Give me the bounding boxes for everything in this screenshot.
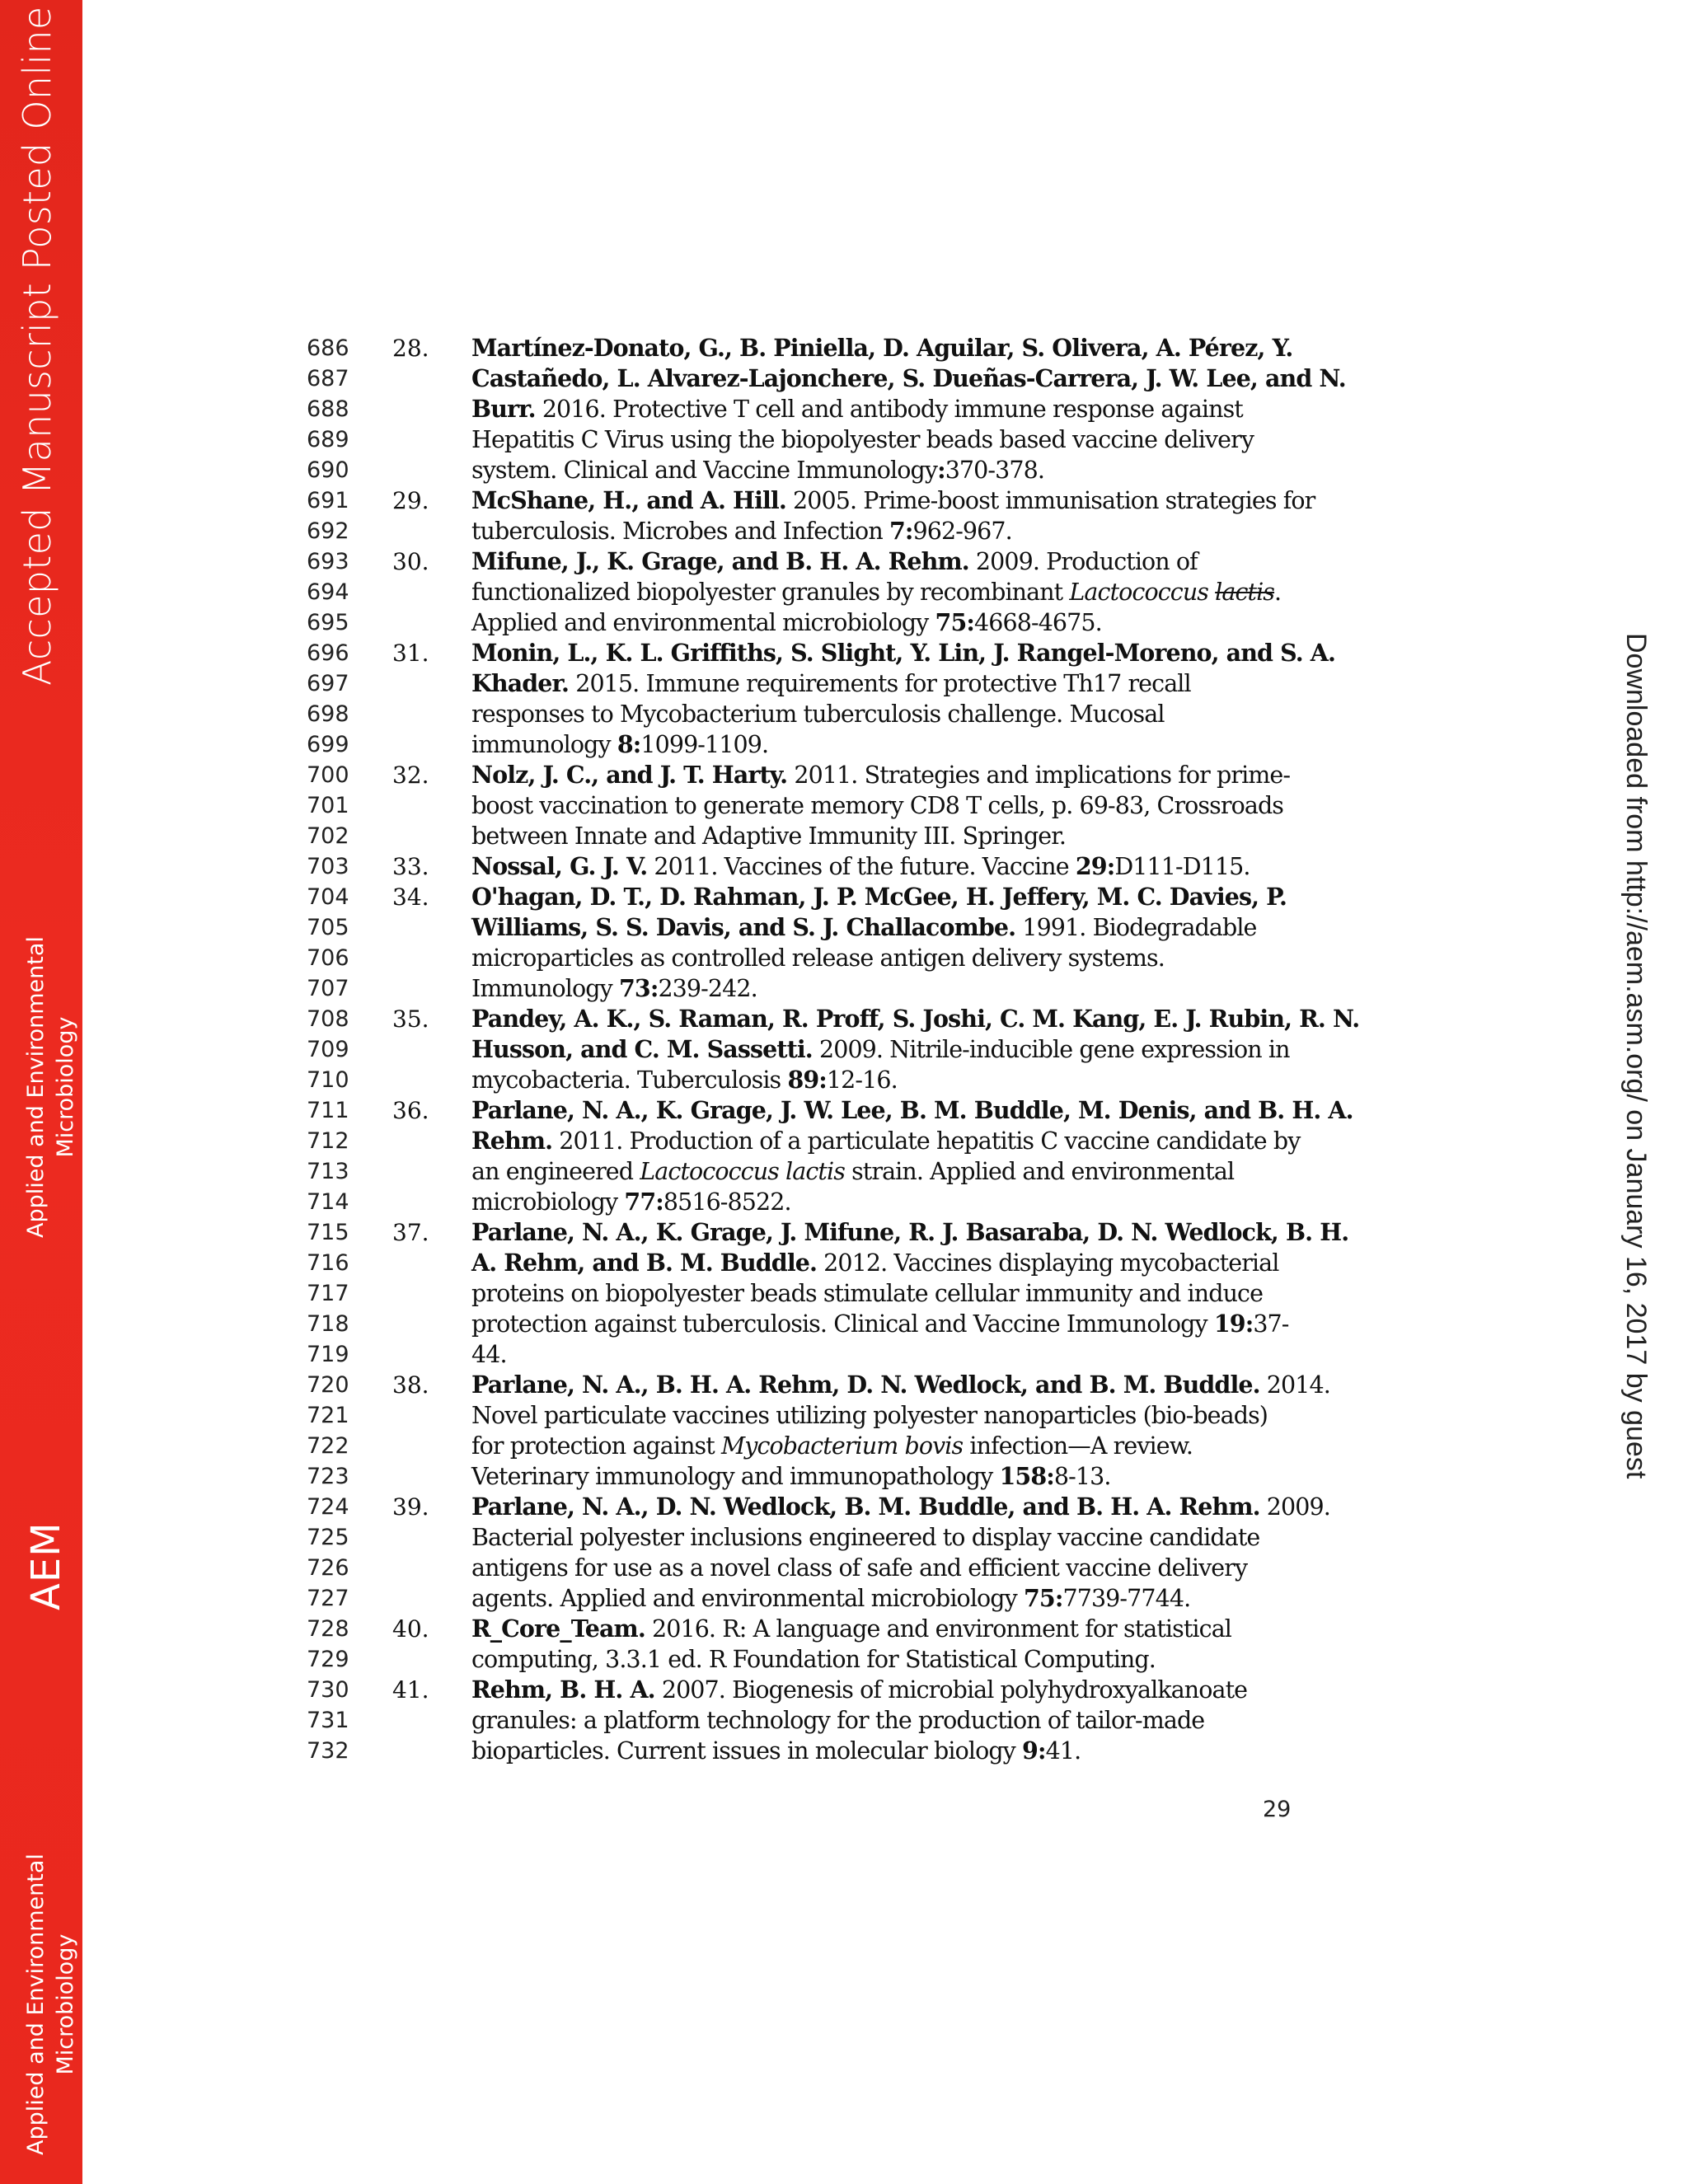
reference-line xyxy=(307,729,1329,760)
reference-text: between Innate and Adaptive Immunity III. Springer. xyxy=(471,823,1067,850)
reference-text: computing, 3.3.1 ed. R Foundation for Statistical Computing. xyxy=(471,1646,1156,1673)
reference-text: Martínez-Donato, G., B. Piniella, D. Aguilar, S. Olivera, A. Pérez, Y. xyxy=(471,334,1293,362)
reference-list xyxy=(307,333,1360,1766)
line-number: 729 xyxy=(307,1647,349,1672)
reference-text: O'hagan, D. T., D. Rahman, J. P. McGee, H. Jeffery, M. C. Davies, P. xyxy=(471,883,1287,911)
reference-line xyxy=(307,546,1329,577)
line-number: 724 xyxy=(307,1494,349,1520)
line-number: 728 xyxy=(307,1616,349,1642)
line-number: 701 xyxy=(307,793,349,818)
reference-line xyxy=(307,1248,1329,1278)
reference-text: Novel particulate vaccines utilizing polyester nanoparticles (bio-beads) xyxy=(471,1402,1268,1429)
reference-text: microbiology 77:8516-8522. xyxy=(471,1188,791,1216)
reference-text: Castañedo, L. Alvarez-Lajonchere, S. Dueñas-Carrera, J. W. Lee, and N. xyxy=(471,364,1346,392)
line-number: 723 xyxy=(307,1464,349,1489)
reference-line xyxy=(307,516,1329,546)
reference-line xyxy=(307,1431,1329,1461)
reference-text: Nolz, J. C., and J. T. Harty. 2011. Strategies and implications for prime- xyxy=(471,761,1291,789)
journal-sidebar xyxy=(0,0,82,2184)
reference-line xyxy=(307,760,1329,790)
reference-line xyxy=(307,1156,1329,1187)
reference-line xyxy=(307,1492,1329,1522)
reference-line xyxy=(307,1522,1329,1553)
line-number: 711 xyxy=(307,1098,349,1123)
reference-number: 30. xyxy=(392,548,429,575)
line-number: 697 xyxy=(307,671,349,696)
line-number: 696 xyxy=(307,640,349,666)
reference-number: 35. xyxy=(392,1005,429,1033)
reference-line xyxy=(307,1217,1349,1248)
line-number: 712 xyxy=(307,1128,349,1154)
line-number: 722 xyxy=(307,1433,349,1459)
reference-number: 41. xyxy=(392,1676,429,1704)
reference-line xyxy=(307,607,1329,638)
reference-line xyxy=(307,668,1329,699)
reference-text: Parlane, N. A., B. H. A. Rehm, D. N. Wedlock, and B. M. Buddle. 2014. xyxy=(471,1371,1330,1399)
reference-text: an engineered Lactococcus lactis strain. Applied and environmental xyxy=(471,1158,1235,1185)
reference-line xyxy=(307,1034,1329,1065)
line-number: 688 xyxy=(307,396,349,422)
line-number: 727 xyxy=(307,1586,349,1611)
reference-text: Burr. 2016. Protective T cell and antibody immune response against xyxy=(471,395,1243,423)
line-number: 713 xyxy=(307,1159,349,1184)
reference-text: 44. xyxy=(471,1341,507,1368)
reference-text: Pandey, A. K., S. Raman, R. Proff, S. Joshi, C. M. Kang, E. J. Rubin, R. N. xyxy=(471,1005,1360,1033)
reference-text: for protection against Mycobacterium bovis infection—A review. xyxy=(471,1432,1193,1460)
line-number: 709 xyxy=(307,1037,349,1062)
line-number: 714 xyxy=(307,1189,349,1215)
reference-text: boost vaccination to generate memory CD8 T cells, p. 69-83, Crossroads xyxy=(471,792,1284,819)
reference-line xyxy=(307,1126,1329,1156)
reference-line xyxy=(307,973,1329,1004)
reference-line xyxy=(307,638,1336,668)
line-number: 703 xyxy=(307,854,349,879)
line-number: 716 xyxy=(307,1250,349,1276)
reference-text: immunology 8:1099-1109. xyxy=(471,730,769,758)
reference-text: granules: a platform technology for the production of tailor-made xyxy=(471,1707,1205,1734)
reference-line xyxy=(307,1370,1329,1400)
reference-number: 36. xyxy=(392,1097,429,1124)
reference-line xyxy=(307,1187,1329,1217)
reference-line xyxy=(307,1675,1329,1705)
reference-text: proteins on biopolyester beads stimulate cellular immunity and induce xyxy=(471,1280,1264,1307)
page-number: 29 xyxy=(1263,1797,1292,1822)
reference-text: antigens for use as a novel class of safe and efficient vaccine delivery xyxy=(471,1554,1248,1582)
reference-text: Mifune, J., K. Grage, and B. H. A. Rehm. 2009. Production of xyxy=(471,547,1198,575)
reference-text: functionalized biopolyester granules by recombinant Lactococcus lactis. xyxy=(471,579,1282,606)
reference-line xyxy=(307,1278,1329,1309)
reference-text: Parlane, N. A., K. Grage, J. Mifune, R. J. Basaraba, D. N. Wedlock, B. H. xyxy=(471,1218,1349,1246)
reference-line xyxy=(307,1583,1329,1614)
download-notice: Downloaded from http://aem.asm.org/ on January 16, 2017 by guest xyxy=(1620,633,1652,1479)
reference-text: Monin, L., K. L. Griffiths, S. Slight, Y. Lin, J. Rangel-Moreno, and S. A. xyxy=(471,639,1336,667)
reference-line xyxy=(307,1644,1329,1675)
reference-text: Khader. 2015. Immune requirements for protective Th17 recall xyxy=(471,669,1191,697)
line-number: 702 xyxy=(307,823,349,849)
reference-text: Veterinary immunology and immunopathology 158:8-13. xyxy=(471,1462,1111,1490)
line-number: 718 xyxy=(307,1311,349,1337)
reference-number: 28. xyxy=(392,335,429,362)
reference-text: agents. Applied and environmental microbiology 75:7739-7744. xyxy=(471,1584,1191,1612)
reference-line xyxy=(307,1553,1329,1583)
reference-line xyxy=(307,851,1329,882)
journal-name-bottom xyxy=(21,1854,81,2155)
reference-line xyxy=(307,882,1329,912)
reference-text: Rehm. 2011. Production of a particulate hepatitis C vaccine candidate by xyxy=(471,1127,1301,1155)
reference-line xyxy=(307,424,1329,455)
line-number: 689 xyxy=(307,427,349,452)
reference-number: 39. xyxy=(392,1493,429,1521)
reference-line xyxy=(307,1705,1329,1736)
reference-text: Parlane, N. A., D. N. Wedlock, B. M. Buddle, and B. H. A. Rehm. 2009. xyxy=(471,1493,1330,1521)
line-number: 732 xyxy=(307,1738,349,1764)
line-number: 730 xyxy=(307,1677,349,1703)
line-number: 717 xyxy=(307,1281,349,1306)
journal-abbr: AEM xyxy=(23,1521,69,1610)
reference-text: Husson, and C. M. Sassetti. 2009. Nitrile-inducible gene expression in xyxy=(471,1035,1290,1063)
reference-line xyxy=(307,577,1329,607)
journal-name-line1: Applied and Environmental xyxy=(23,1854,49,2155)
reference-line xyxy=(307,485,1329,516)
reference-line xyxy=(307,912,1329,943)
reference-line xyxy=(307,1004,1360,1034)
line-number: 690 xyxy=(307,457,349,483)
reference-line xyxy=(307,1065,1329,1095)
reference-text: Parlane, N. A., K. Grage, J. W. Lee, B. M. Buddle, M. Denis, and B. H. A. xyxy=(471,1096,1353,1124)
line-number: 706 xyxy=(307,945,349,971)
reference-text: Immunology 73:239-242. xyxy=(471,974,757,1002)
line-number: 705 xyxy=(307,915,349,940)
reference-text: R_Core_Team. 2016. R: A language and environment for statistical xyxy=(471,1615,1232,1643)
reference-text: mycobacteria. Tuberculosis 89:12-16. xyxy=(471,1066,898,1094)
line-number: 726 xyxy=(307,1555,349,1581)
line-number: 720 xyxy=(307,1372,349,1398)
reference-text: system. Clinical and Vaccine Immunology:370-378. xyxy=(471,456,1044,484)
reference-line xyxy=(307,790,1329,821)
reference-text: Bacterial polyester inclusions engineered to display vaccine candidate xyxy=(471,1524,1260,1551)
line-number: 719 xyxy=(307,1342,349,1367)
reference-number: 40. xyxy=(392,1615,429,1643)
line-number: 707 xyxy=(307,976,349,1001)
journal-name xyxy=(21,936,81,1238)
reference-number: 37. xyxy=(392,1219,429,1246)
reference-number: 38. xyxy=(392,1371,429,1399)
line-number: 691 xyxy=(307,488,349,513)
reference-text: Applied and environmental microbiology 75:4668-4675. xyxy=(471,608,1102,636)
line-number: 699 xyxy=(307,732,349,757)
reference-line xyxy=(307,363,1346,394)
reference-text: A. Rehm, and B. M. Buddle. 2012. Vaccines displaying mycobacterial xyxy=(471,1249,1279,1277)
line-number: 698 xyxy=(307,701,349,727)
reference-line xyxy=(307,455,1329,485)
line-number: 687 xyxy=(307,366,349,391)
reference-line xyxy=(307,943,1329,973)
reference-text: microparticles as controlled release antigen delivery systems. xyxy=(471,944,1165,972)
line-number: 695 xyxy=(307,610,349,635)
line-number: 731 xyxy=(307,1708,349,1733)
reference-line xyxy=(307,1095,1353,1126)
reference-line xyxy=(307,1309,1329,1339)
reference-text: responses to Mycobacterium tuberculosis challenge. Mucosal xyxy=(471,701,1165,728)
reference-text: Williams, S. S. Davis, and S. J. Challacombe. 1991. Biodegradable xyxy=(471,913,1257,941)
reference-text: bioparticles. Current issues in molecular biology 9:41. xyxy=(471,1736,1081,1765)
reference-line xyxy=(307,821,1329,851)
reference-text: Hepatitis C Virus using the biopolyester beads based vaccine delivery xyxy=(471,426,1254,453)
reference-line xyxy=(307,1614,1329,1644)
line-number: 721 xyxy=(307,1403,349,1428)
reference-text: Rehm, B. H. A. 2007. Biogenesis of microbial polyhydroxyalkanoate xyxy=(471,1675,1248,1704)
line-number: 693 xyxy=(307,549,349,574)
journal-name-line2: Microbiology xyxy=(53,1933,78,2075)
line-number: 700 xyxy=(307,762,349,788)
reference-number: 29. xyxy=(392,487,429,514)
reference-text: tuberculosis. Microbes and Infection 7:962-967. xyxy=(471,517,1012,545)
line-number: 694 xyxy=(307,579,349,605)
line-number: 725 xyxy=(307,1525,349,1550)
reference-number: 33. xyxy=(392,853,429,880)
reference-line xyxy=(307,394,1329,424)
reference-number: 32. xyxy=(392,762,429,789)
reference-line xyxy=(307,1400,1329,1431)
reference-line xyxy=(307,333,1329,363)
line-number: 715 xyxy=(307,1220,349,1245)
reference-line xyxy=(307,1736,1329,1766)
line-number: 708 xyxy=(307,1006,349,1032)
journal-name-line2: Microbiology xyxy=(53,1016,78,1158)
accepted-manuscript-label: Accepted Manuscript Posted Online xyxy=(15,6,59,686)
line-number: 710 xyxy=(307,1067,349,1093)
reference-text: McShane, H., and A. Hill. 2005. Prime-boost immunisation strategies for xyxy=(471,486,1315,514)
reference-line xyxy=(307,1461,1329,1492)
line-number: 704 xyxy=(307,884,349,910)
reference-text: protection against tuberculosis. Clinical and Vaccine Immunology 19:37- xyxy=(471,1310,1289,1338)
journal-name-line1: Applied and Environmental xyxy=(23,936,49,1238)
line-number: 692 xyxy=(307,518,349,544)
reference-line xyxy=(307,1339,1329,1370)
reference-number: 34. xyxy=(392,883,429,911)
line-number: 686 xyxy=(307,335,349,361)
reference-line xyxy=(307,699,1329,729)
reference-text: Nossal, G. J. V. 2011. Vaccines of the future. Vaccine 29:D111-D115. xyxy=(471,852,1250,880)
reference-number: 31. xyxy=(392,640,429,667)
